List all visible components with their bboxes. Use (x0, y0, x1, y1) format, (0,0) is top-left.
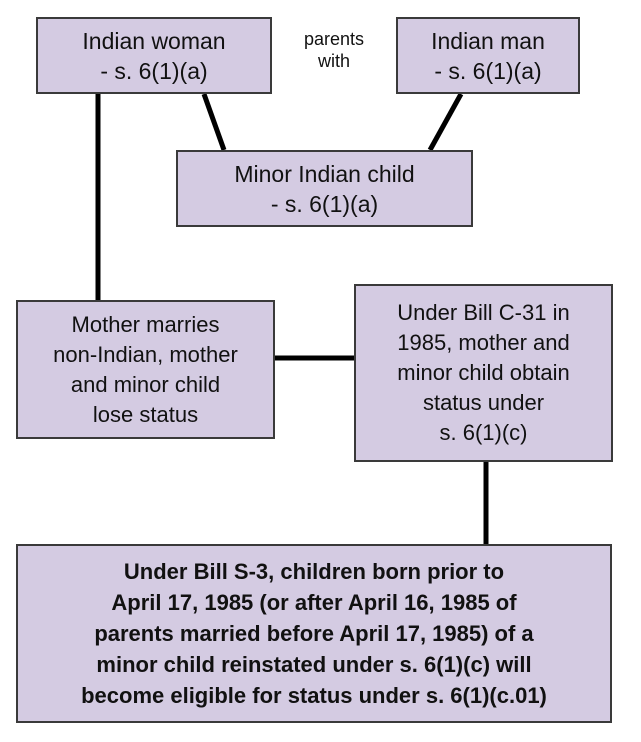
box-line: and minor child (70, 371, 221, 397)
box-line: Minor Indian child (234, 160, 415, 187)
box-line: Mother marries (71, 311, 220, 337)
box-line: Indian woman (82, 27, 226, 54)
box-line: become eligible for status under s. 6(1)(c.01) (81, 683, 547, 708)
bill-c31-box (354, 284, 613, 462)
box-line: status under (422, 390, 545, 415)
parents-with-line: with (317, 51, 350, 71)
minor-child-text (234, 159, 414, 219)
bill-c31-text (397, 298, 569, 448)
box-line: April 17, 1985 (or after April 16, 1985 of (111, 590, 517, 615)
box-line: parents married before April 17, 1985) of a (94, 621, 534, 646)
bill-s3-box (16, 544, 612, 723)
box-line: Indian man (431, 27, 545, 54)
box-line: s. 6(1)(c) (439, 420, 528, 445)
box-line: minor child reinstated under s. 6(1)(c) will (96, 652, 532, 677)
box-line: lose status (92, 401, 199, 427)
connector-woman-to-child (204, 94, 224, 150)
parents-with-line: parents (303, 29, 365, 49)
box-line: minor child obtain (397, 360, 570, 385)
box-line: non-Indian, mother (53, 341, 238, 367)
mother-marries-text (53, 310, 238, 430)
indian-man-box (396, 17, 580, 94)
indian-man-text (431, 26, 545, 86)
bill-s3-text (81, 556, 547, 711)
indian-woman-text (82, 26, 225, 86)
box-line: Under Bill S-3, children born prior to (123, 559, 505, 584)
box-line: Under Bill C-31 in (397, 300, 570, 325)
box-line: - s. 6(1)(a) (100, 57, 208, 84)
connector-man-to-child (430, 94, 461, 150)
box-line: 1985, mother and (397, 330, 570, 355)
box-line: - s. 6(1)(a) (434, 57, 542, 84)
minor-child-box (176, 150, 473, 227)
parents-with-label (286, 28, 382, 72)
box-line: - s. 6(1)(a) (270, 190, 379, 217)
mother-marries-box (16, 300, 275, 439)
indian-woman-box (36, 17, 272, 94)
